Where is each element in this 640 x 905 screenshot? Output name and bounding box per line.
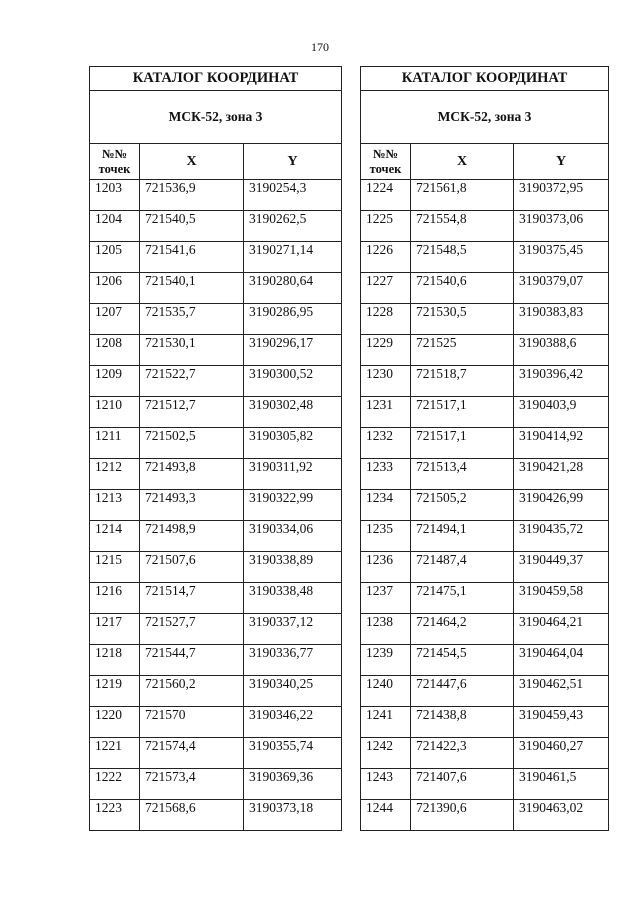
point-number-cell: 1224 <box>361 180 411 211</box>
point-number-cell: 1205 <box>90 242 140 273</box>
y-coordinate-cell: 3190426,99 <box>514 490 609 521</box>
x-coordinate-cell: 721493,8 <box>140 459 244 490</box>
y-coordinate-cell: 3190460,27 <box>514 738 609 769</box>
y-coordinate-cell: 3190334,06 <box>244 521 342 552</box>
table-row <box>361 552 609 583</box>
table-row <box>90 242 342 273</box>
coordinate-system-subtitle: МСК-52, зона 3 <box>361 91 609 144</box>
point-number-cell: 1222 <box>90 769 140 800</box>
table-row <box>90 428 342 459</box>
x-coordinate-cell: 721494,1 <box>411 521 514 552</box>
y-coordinate-cell: 3190388,6 <box>514 335 609 366</box>
point-number-cell: 1213 <box>90 490 140 521</box>
y-coordinate-cell: 3190421,28 <box>514 459 609 490</box>
table-row <box>361 428 609 459</box>
y-coordinate-cell: 3190459,43 <box>514 707 609 738</box>
catalog-title: КАТАЛОГ КООРДИНАТ <box>361 67 609 91</box>
table-row <box>361 676 609 707</box>
x-coordinate-cell: 721527,7 <box>140 614 244 645</box>
point-number-cell: 1218 <box>90 645 140 676</box>
point-number-cell: 1229 <box>361 335 411 366</box>
y-coordinate-cell: 3190375,45 <box>514 242 609 273</box>
table-body <box>361 180 609 831</box>
y-coordinate-cell: 3190336,77 <box>244 645 342 676</box>
point-number-cell: 1235 <box>361 521 411 552</box>
point-number-cell: 1217 <box>90 614 140 645</box>
y-coordinate-cell: 3190311,92 <box>244 459 342 490</box>
x-coordinate-cell: 721540,1 <box>140 273 244 304</box>
point-number-header <box>90 144 140 180</box>
y-coordinate-cell: 3190338,48 <box>244 583 342 614</box>
y-coordinate-cell: 3190355,74 <box>244 738 342 769</box>
point-number-cell: 1212 <box>90 459 140 490</box>
y-coordinate-cell: 3190379,07 <box>514 273 609 304</box>
point-number-cell: 1204 <box>90 211 140 242</box>
x-header: X <box>411 144 514 180</box>
table-row <box>361 614 609 645</box>
y-coordinate-cell: 3190435,72 <box>514 521 609 552</box>
table-row <box>361 738 609 769</box>
x-coordinate-cell: 721568,6 <box>140 800 244 831</box>
table-body <box>90 180 342 831</box>
y-coordinate-cell: 3190271,14 <box>244 242 342 273</box>
y-coordinate-cell: 3190340,25 <box>244 676 342 707</box>
x-coordinate-cell: 721540,5 <box>140 211 244 242</box>
point-number-cell: 1238 <box>361 614 411 645</box>
point-number-cell: 1207 <box>90 304 140 335</box>
point-number-cell: 1237 <box>361 583 411 614</box>
table-row <box>90 366 342 397</box>
coordinate-system-subtitle: МСК-52, зона 3 <box>90 91 342 144</box>
x-coordinate-cell: 721522,7 <box>140 366 244 397</box>
x-coordinate-cell: 721505,2 <box>411 490 514 521</box>
table-row <box>90 459 342 490</box>
y-coordinate-cell: 3190403,9 <box>514 397 609 428</box>
x-coordinate-cell: 721390,6 <box>411 800 514 831</box>
y-coordinate-cell: 3190372,95 <box>514 180 609 211</box>
table-row <box>90 552 342 583</box>
point-number-cell: 1219 <box>90 676 140 707</box>
y-coordinate-cell: 3190462,51 <box>514 676 609 707</box>
table-row <box>361 366 609 397</box>
table-row <box>90 738 342 769</box>
x-coordinate-cell: 721574,4 <box>140 738 244 769</box>
point-number-cell: 1221 <box>90 738 140 769</box>
point-number-cell: 1206 <box>90 273 140 304</box>
table-row <box>361 490 609 521</box>
point-number-cell: 1241 <box>361 707 411 738</box>
point-number-cell: 1209 <box>90 366 140 397</box>
table-row <box>361 180 609 211</box>
x-coordinate-cell: 721454,5 <box>411 645 514 676</box>
x-coordinate-cell: 721535,7 <box>140 304 244 335</box>
x-coordinate-cell: 721422,3 <box>411 738 514 769</box>
y-header: Y <box>514 144 609 180</box>
table-row <box>361 707 609 738</box>
y-coordinate-cell: 3190369,36 <box>244 769 342 800</box>
coordinates-table-right <box>360 66 609 831</box>
table-row <box>90 676 342 707</box>
y-coordinate-cell: 3190463,02 <box>514 800 609 831</box>
y-coordinate-cell: 3190300,52 <box>244 366 342 397</box>
table-row <box>90 211 342 242</box>
x-coordinate-cell: 721493,3 <box>140 490 244 521</box>
table-row <box>361 335 609 366</box>
x-coordinate-cell: 721487,4 <box>411 552 514 583</box>
table-row <box>90 645 342 676</box>
table-row <box>361 583 609 614</box>
x-coordinate-cell: 721498,9 <box>140 521 244 552</box>
table-row <box>90 521 342 552</box>
table-row <box>361 304 609 335</box>
y-coordinate-cell: 3190286,95 <box>244 304 342 335</box>
x-coordinate-cell: 721541,6 <box>140 242 244 273</box>
table-row <box>361 645 609 676</box>
x-coordinate-cell: 721525 <box>411 335 514 366</box>
point-number-cell: 1232 <box>361 428 411 459</box>
point-number-cell: 1216 <box>90 583 140 614</box>
x-coordinate-cell: 721507,6 <box>140 552 244 583</box>
y-coordinate-cell: 3190396,42 <box>514 366 609 397</box>
table-row <box>361 800 609 831</box>
table-row <box>361 211 609 242</box>
point-number-cell: 1226 <box>361 242 411 273</box>
table-row <box>361 459 609 490</box>
x-coordinate-cell: 721517,1 <box>411 397 514 428</box>
point-number-cell: 1236 <box>361 552 411 583</box>
point-number-cell: 1243 <box>361 769 411 800</box>
point-number-cell: 1210 <box>90 397 140 428</box>
catalog-title: КАТАЛОГ КООРДИНАТ <box>90 67 342 91</box>
x-header: X <box>140 144 244 180</box>
x-coordinate-cell: 721548,5 <box>411 242 514 273</box>
y-coordinate-cell: 3190449,37 <box>514 552 609 583</box>
y-coordinate-cell: 3190373,18 <box>244 800 342 831</box>
table-row <box>90 614 342 645</box>
table-row <box>90 490 342 521</box>
table-row <box>90 397 342 428</box>
point-number-header <box>361 144 411 180</box>
x-coordinate-cell: 721560,2 <box>140 676 244 707</box>
table-row <box>361 397 609 428</box>
point-number-cell: 1211 <box>90 428 140 459</box>
y-header: Y <box>244 144 342 180</box>
point-number-cell: 1208 <box>90 335 140 366</box>
table-row <box>90 273 342 304</box>
y-coordinate-cell: 3190322,99 <box>244 490 342 521</box>
point-number-cell: 1228 <box>361 304 411 335</box>
point-number-cell: 1242 <box>361 738 411 769</box>
y-coordinate-cell: 3190414,92 <box>514 428 609 459</box>
coordinates-table-left <box>89 66 342 831</box>
point-number-cell: 1233 <box>361 459 411 490</box>
point-number-cell: 1239 <box>361 645 411 676</box>
x-coordinate-cell: 721514,7 <box>140 583 244 614</box>
y-coordinate-cell: 3190464,21 <box>514 614 609 645</box>
y-coordinate-cell: 3190302,48 <box>244 397 342 428</box>
table-row <box>90 583 342 614</box>
table-row <box>90 769 342 800</box>
x-coordinate-cell: 721438,8 <box>411 707 514 738</box>
point-number-cell: 1234 <box>361 490 411 521</box>
page-number: 170 <box>311 40 329 54</box>
y-coordinate-cell: 3190338,89 <box>244 552 342 583</box>
table-row <box>90 800 342 831</box>
x-coordinate-cell: 721561,8 <box>411 180 514 211</box>
x-coordinate-cell: 721544,7 <box>140 645 244 676</box>
table-row <box>361 521 609 552</box>
x-coordinate-cell: 721540,6 <box>411 273 514 304</box>
y-coordinate-cell: 3190383,83 <box>514 304 609 335</box>
y-coordinate-cell: 3190346,22 <box>244 707 342 738</box>
x-coordinate-cell: 721536,9 <box>140 180 244 211</box>
table-row <box>361 242 609 273</box>
x-coordinate-cell: 721512,7 <box>140 397 244 428</box>
y-coordinate-cell: 3190337,12 <box>244 614 342 645</box>
point-number-cell: 1244 <box>361 800 411 831</box>
x-coordinate-cell: 721475,1 <box>411 583 514 614</box>
x-coordinate-cell: 721518,7 <box>411 366 514 397</box>
x-coordinate-cell: 721513,4 <box>411 459 514 490</box>
point-number-header-line1: №№ <box>101 146 128 161</box>
point-number-cell: 1214 <box>90 521 140 552</box>
x-coordinate-cell: 721464,2 <box>411 614 514 645</box>
y-coordinate-cell: 3190254,3 <box>244 180 342 211</box>
point-number-cell: 1230 <box>361 366 411 397</box>
x-coordinate-cell: 721570 <box>140 707 244 738</box>
y-coordinate-cell: 3190459,58 <box>514 583 609 614</box>
table-row <box>90 335 342 366</box>
table-row <box>90 304 342 335</box>
y-coordinate-cell: 3190464,04 <box>514 645 609 676</box>
x-coordinate-cell: 721502,5 <box>140 428 244 459</box>
point-number-cell: 1227 <box>361 273 411 304</box>
x-coordinate-cell: 721530,5 <box>411 304 514 335</box>
y-coordinate-cell: 3190305,82 <box>244 428 342 459</box>
y-coordinate-cell: 3190373,06 <box>514 211 609 242</box>
point-number-cell: 1231 <box>361 397 411 428</box>
x-coordinate-cell: 721554,8 <box>411 211 514 242</box>
table-row <box>361 273 609 304</box>
point-number-cell: 1225 <box>361 211 411 242</box>
x-coordinate-cell: 721447,6 <box>411 676 514 707</box>
point-number-cell: 1203 <box>90 180 140 211</box>
point-number-cell: 1240 <box>361 676 411 707</box>
point-number-header-line2: точек <box>369 161 402 176</box>
table-row <box>90 180 342 211</box>
y-coordinate-cell: 3190262,5 <box>244 211 342 242</box>
point-number-cell: 1223 <box>90 800 140 831</box>
point-number-cell: 1220 <box>90 707 140 738</box>
x-coordinate-cell: 721407,6 <box>411 769 514 800</box>
y-coordinate-cell: 3190280,64 <box>244 273 342 304</box>
table-row <box>90 707 342 738</box>
y-coordinate-cell: 3190296,17 <box>244 335 342 366</box>
x-coordinate-cell: 721517,1 <box>411 428 514 459</box>
point-number-header-line1: №№ <box>372 146 399 161</box>
y-coordinate-cell: 3190461,5 <box>514 769 609 800</box>
point-number-cell: 1215 <box>90 552 140 583</box>
point-number-header-line2: точек <box>98 161 131 176</box>
table-row <box>361 769 609 800</box>
x-coordinate-cell: 721530,1 <box>140 335 244 366</box>
x-coordinate-cell: 721573,4 <box>140 769 244 800</box>
